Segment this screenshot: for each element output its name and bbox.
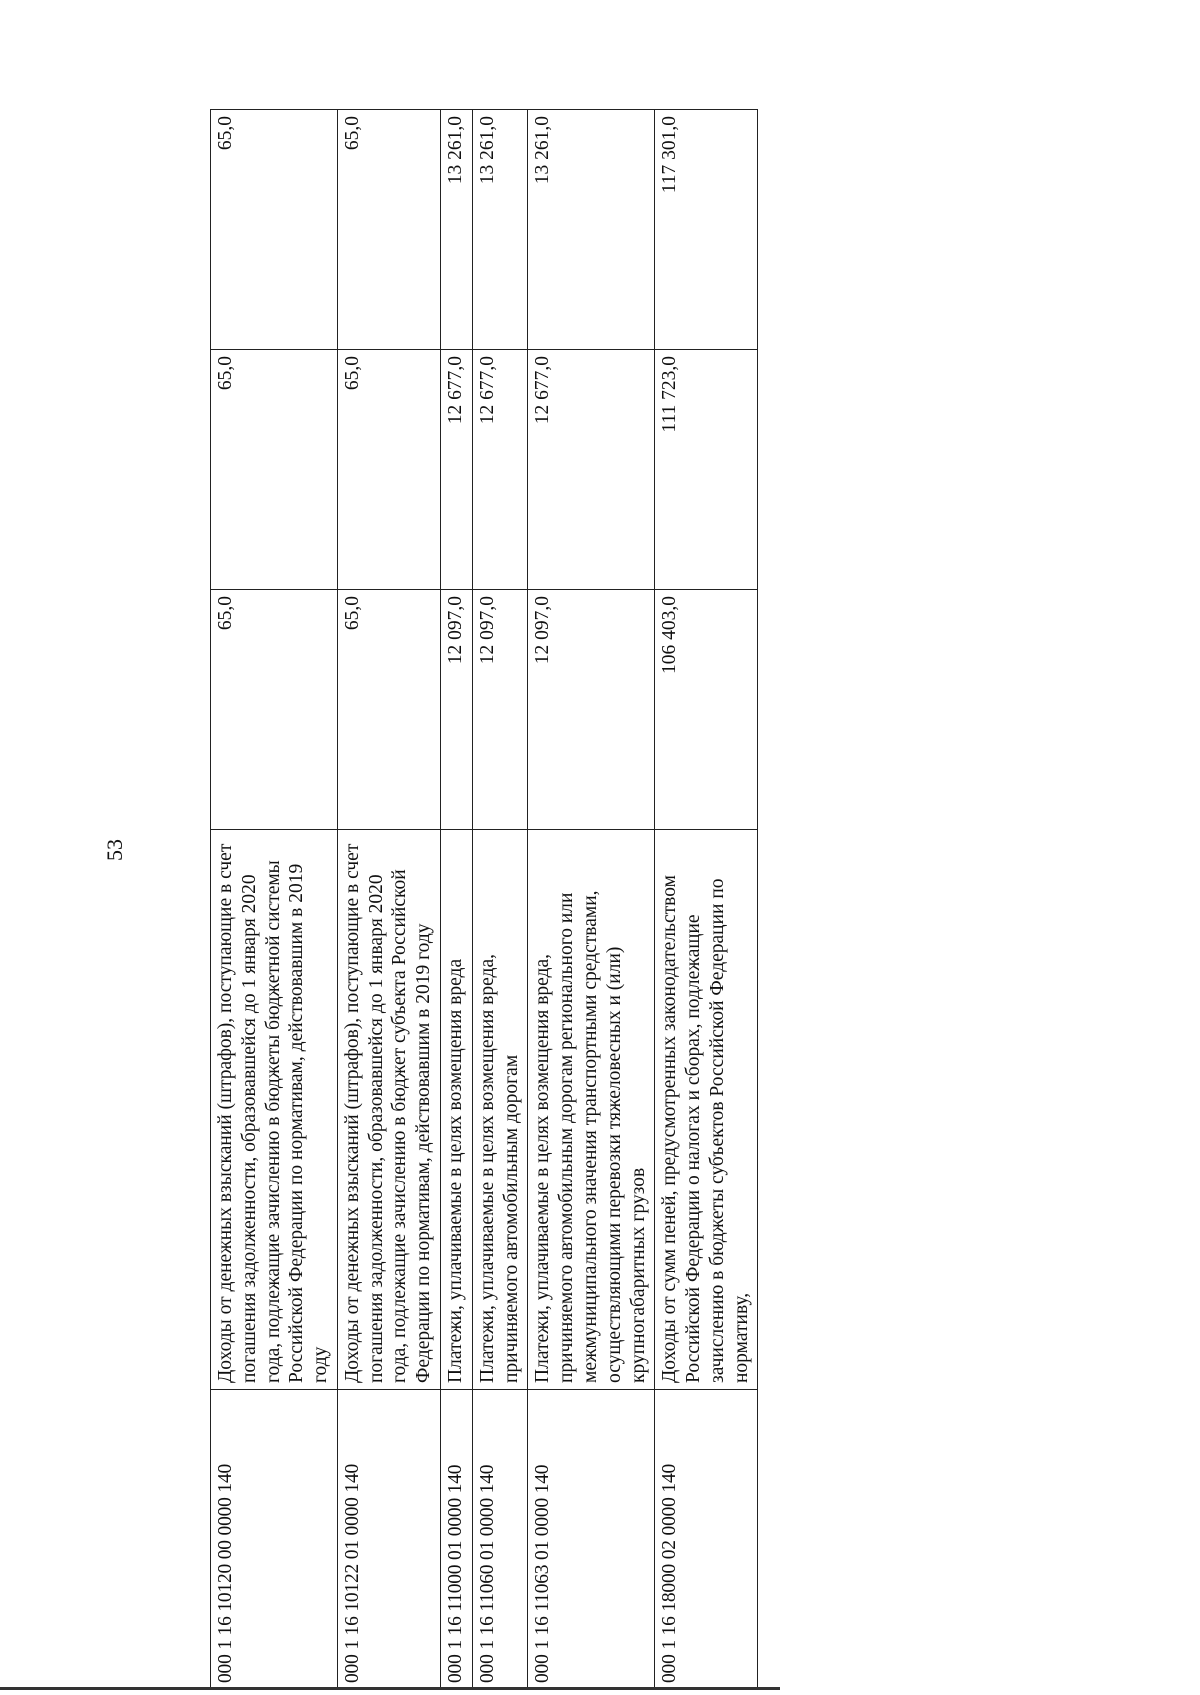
value-cell-year-2: 12 677,0 bbox=[528, 350, 655, 590]
value-cell-year-3: 13 261,0 bbox=[472, 110, 528, 350]
budget-code-cell: 000 1 16 11060 01 0000 140 bbox=[472, 1390, 528, 1690]
value-cell-year-1: 12 097,0 bbox=[472, 590, 528, 830]
table-row bbox=[528, 110, 655, 1690]
table-row bbox=[441, 110, 473, 1690]
value-cell-year-3: 117 301,0 bbox=[655, 110, 758, 350]
table-row bbox=[472, 110, 528, 1690]
value-cell-year-2: 12 677,0 bbox=[472, 350, 528, 590]
description-cell: Доходы от денежных взысканий (штрафов), поступающие в счет погашения задолженности, образовавшейся до 1 января 2020 года, подлежащие зачислению в бюджет субъекта Российской Федерации по нормативам, действовавшим в 2019 году bbox=[337, 830, 440, 1390]
description-cell: Платежи, уплачиваемые в целях возмещения вреда, причиняемого автомобильным дорогам регионального или межмуниципального значения транспортными средствами, осуществляющими перевозки тяжеловесных и (или) крупногабаритных грузов bbox=[528, 830, 655, 1390]
budget-code-cell: 000 1 16 11063 01 0000 140 bbox=[528, 1390, 655, 1690]
table-row bbox=[211, 110, 338, 1690]
value-cell-year-3: 65,0 bbox=[211, 110, 338, 350]
description-cell: Доходы от сумм пеней, предусмотренных законодательством Российской Федерации о налогах и сборах, подлежащие зачислению в бюджеты субъектов Российской Федерации по нормативу, bbox=[655, 830, 758, 1390]
description-cell: Платежи, уплачиваемые в целях возмещения вреда bbox=[441, 830, 473, 1390]
table-row bbox=[337, 110, 440, 1690]
revenue-table bbox=[210, 109, 758, 1690]
value-cell-year-1: 12 097,0 bbox=[528, 590, 655, 830]
description-cell: Доходы от денежных взысканий (штрафов), поступающие в счет погашения задолженности, образовавшейся до 1 января 2020 года, подлежащие зачислению в бюджеты бюджетной системы Российской Федерации по нормативам, действовавшим в 2019 году bbox=[211, 830, 338, 1390]
value-cell-year-2: 111 723,0 bbox=[655, 350, 758, 590]
value-cell-year-1: 65,0 bbox=[211, 590, 338, 830]
value-cell-year-2: 65,0 bbox=[337, 350, 440, 590]
value-cell-year-3: 13 261,0 bbox=[441, 110, 473, 350]
revenue-table-container bbox=[210, 110, 1090, 1690]
scan-edge-rule bbox=[0, 1687, 780, 1690]
budget-code-cell: 000 1 16 10120 00 0000 140 bbox=[211, 1390, 338, 1690]
budget-code-cell: 000 1 16 11000 01 0000 140 bbox=[441, 1390, 473, 1690]
value-cell-year-1: 65,0 bbox=[337, 590, 440, 830]
value-cell-year-2: 12 677,0 bbox=[441, 350, 473, 590]
value-cell-year-1: 12 097,0 bbox=[441, 590, 473, 830]
budget-code-cell: 000 1 16 10122 01 0000 140 bbox=[337, 1390, 440, 1690]
description-cell: Платежи, уплачиваемые в целях возмещения вреда, причиняемого автомобильным дорогам bbox=[472, 830, 528, 1390]
value-cell-year-2: 65,0 bbox=[211, 350, 338, 590]
page-number: 53 bbox=[102, 839, 127, 861]
value-cell-year-3: 13 261,0 bbox=[528, 110, 655, 350]
budget-code-cell: 000 1 16 18000 02 0000 140 bbox=[655, 1390, 758, 1690]
value-cell-year-1: 106 403,0 bbox=[655, 590, 758, 830]
table-row bbox=[655, 110, 758, 1690]
value-cell-year-3: 65,0 bbox=[337, 110, 440, 350]
